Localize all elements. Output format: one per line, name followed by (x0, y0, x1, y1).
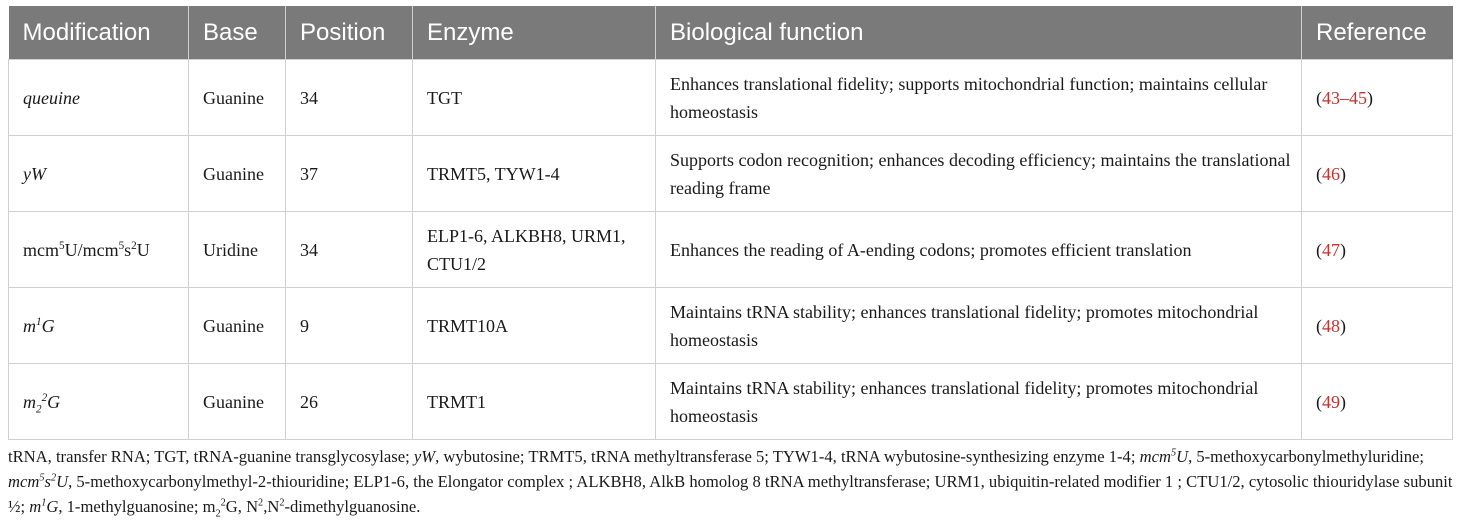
cell-base: Guanine (189, 288, 286, 364)
cell-reference: (43–45) (1302, 60, 1453, 136)
cell-function: Enhances the reading of A-ending codons; promotes efficient translation (656, 212, 1302, 288)
cell-modification: $m_2^2G$ (9, 364, 189, 440)
cell-enzyme: TRMT5, TYW1-4 (413, 136, 656, 212)
cell-reference: (48) (1302, 288, 1453, 364)
header-modification: Modification (9, 6, 189, 60)
cell-modification: queuine (9, 60, 189, 136)
cell-reference: (47) (1302, 212, 1453, 288)
header-biological-function: Biological function (656, 6, 1302, 60)
cell-modification: $mcm^5U/mcm^5s^2U$ (9, 212, 189, 288)
cell-base: Guanine (189, 136, 286, 212)
cell-modification: $m^1G$ (9, 288, 189, 364)
cell-reference: (46) (1302, 136, 1453, 212)
reference-link[interactable]: 47 (1322, 239, 1340, 260)
cell-function: Maintains tRNA stability; enhances translational fidelity; promotes mitochondrial homeostasis (656, 364, 1302, 440)
table-row (9, 364, 1453, 440)
cell-reference: (49) (1302, 364, 1453, 440)
table-footnote: tRNA, transfer RNA; TGT, tRNA-guanine transglycosylase; yW, wybutosine; TRMT5, tRNA methyltransferase 5; TYW1-4, tRNA wybutosine-synthesizing enzyme 1-4; mcm$^5$U, 5-methoxycarbonylmethyluridine; $mcm^5s^2U$, 5-methoxycarbonylmethyl-2-thiouridine; ELP1-6, the Elongator complex ; ALKBH8, AlkB homolog 8 tRNA methyltransferase; URM1, ubiquitin-related modifier 1 ; CTU1/2, cytosolic thiouridylase subunit ½; $m^1G$, 1-methylguanosine; $m_2^2G$, $N^2,N^2$-dimethylguanosine. (8, 447, 1453, 520)
cell-function: Maintains tRNA stability; enhances translational fidelity; promotes mitochondrial homeostasis (656, 288, 1302, 364)
table-container (8, 6, 1452, 440)
cell-position: 34 (286, 212, 413, 288)
cell-function: Supports codon recognition; enhances decoding efficiency; maintains the translational reading frame (656, 136, 1302, 212)
header-row (9, 6, 1453, 60)
cell-enzyme: ELP1-6, ALKBH8, URM1, CTU1/2 (413, 212, 656, 288)
cell-base: Guanine (189, 364, 286, 440)
table-row (9, 136, 1453, 212)
cell-function: Enhances translational fidelity; supports mitochondrial function; maintains cellular homeostasis (656, 60, 1302, 136)
cell-enzyme: TRMT1 (413, 364, 656, 440)
cell-base: Uridine (189, 212, 286, 288)
table-row (9, 288, 1453, 364)
table-row (9, 212, 1453, 288)
cell-position: 37 (286, 136, 413, 212)
table-row (9, 60, 1453, 136)
cell-enzyme: TGT (413, 60, 656, 136)
header-position: Position (286, 6, 413, 60)
reference-link[interactable]: 49 (1322, 391, 1340, 412)
cell-position: 26 (286, 364, 413, 440)
cell-base: Guanine (189, 60, 286, 136)
trna-modification-table (8, 6, 1453, 440)
header-base: Base (189, 6, 286, 60)
cell-position: 9 (286, 288, 413, 364)
cell-position: 34 (286, 60, 413, 136)
cell-enzyme: TRMT10A (413, 288, 656, 364)
header-reference: Reference (1302, 6, 1453, 60)
header-enzyme: Enzyme (413, 6, 656, 60)
cell-modification: yW (9, 136, 189, 212)
reference-link[interactable]: 43–45 (1322, 87, 1367, 108)
reference-link[interactable]: 48 (1322, 315, 1340, 336)
reference-link[interactable]: 46 (1322, 163, 1340, 184)
